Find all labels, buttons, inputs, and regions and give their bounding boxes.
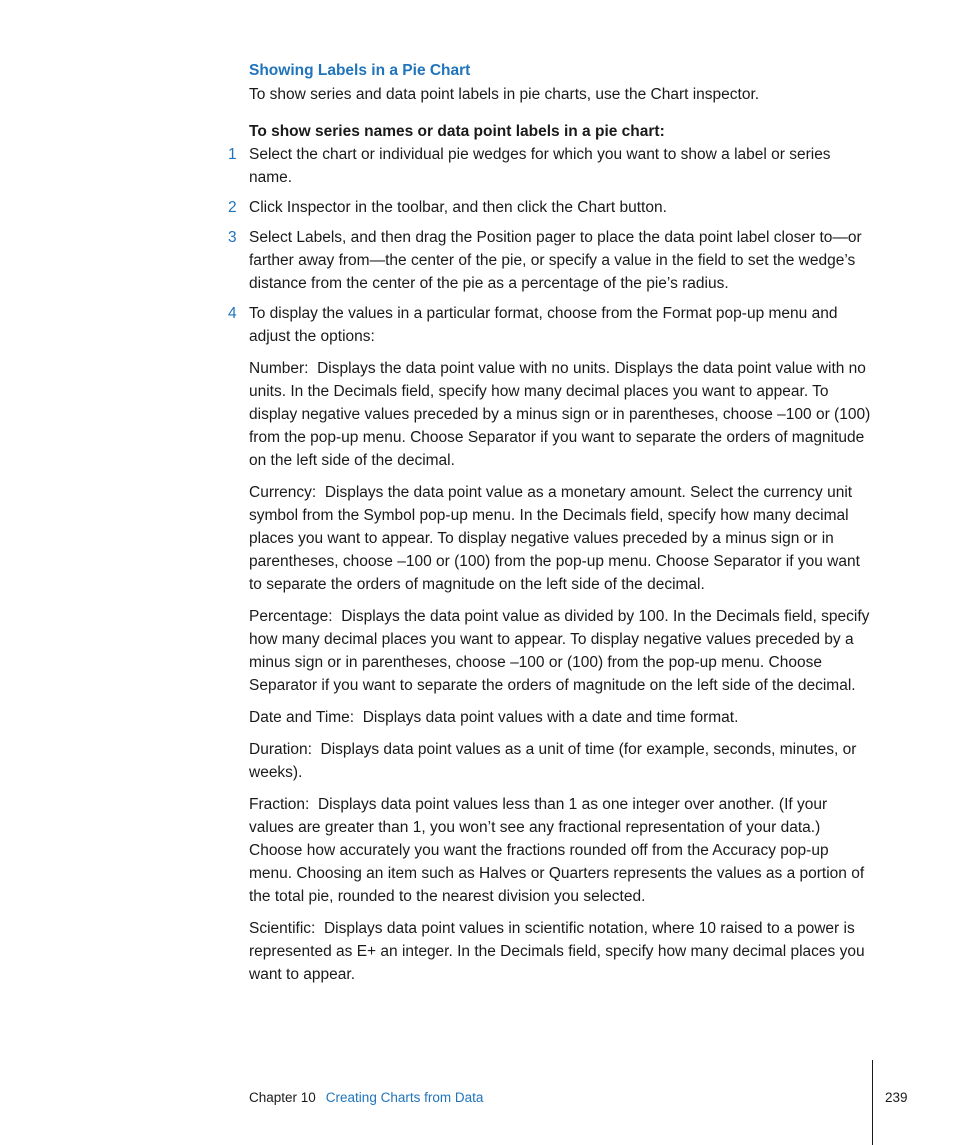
format-description: Displays the data point value as a monetary amount. Select the currency unit symbol from the Symbol pop-up menu. In the Decimals field, specify how many decimal places you want to appear. To display negative values preceded by a minus sign or in parentheses, choose –100 or (100) from the pop-up menu. Choose Separator if you want to separate the orders of magnitude on the left side of the decimal. bbox=[249, 484, 860, 593]
format-duration bbox=[249, 738, 874, 784]
footer-chapter-title-link[interactable]: Creating Charts from Data bbox=[325, 1090, 484, 1105]
step-number: 2 bbox=[228, 199, 237, 216]
format-number bbox=[249, 357, 874, 472]
format-term: Fraction: bbox=[249, 796, 310, 813]
step-number: 1 bbox=[228, 146, 237, 163]
format-percentage bbox=[249, 605, 874, 697]
step-item bbox=[228, 196, 874, 219]
step-text: Select Labels, and then drag the Position pager to place the data point label closer to—or farther away from—the center of the pie, or specify a value in the field to set the wedge’s distance from the center of the pie as a percentage of the pie’s radius. bbox=[249, 229, 862, 292]
format-description: Displays data point values with a date and time format. bbox=[362, 709, 739, 726]
format-description: Displays data point values as a unit of time (for example, seconds, minutes, or weeks). bbox=[249, 741, 857, 781]
format-term: Scientific: bbox=[249, 920, 316, 937]
format-term: Date and Time: bbox=[249, 709, 355, 726]
format-term: Percentage: bbox=[249, 608, 333, 625]
format-fraction bbox=[249, 793, 874, 908]
page-footer bbox=[249, 1089, 483, 1107]
format-scientific bbox=[249, 917, 874, 986]
task-heading: To show series names or data point labels in a pie chart: bbox=[249, 123, 665, 140]
steps-list bbox=[228, 143, 874, 348]
step-text: To display the values in a particular format, choose from the Format pop-up menu and adjust the options: bbox=[249, 305, 838, 345]
footer-divider bbox=[872, 1060, 873, 1145]
footer-chapter: Chapter 10 bbox=[249, 1090, 316, 1105]
format-date-time bbox=[249, 706, 874, 729]
step-number: 4 bbox=[228, 305, 237, 322]
step-item bbox=[228, 143, 874, 189]
format-term: Duration: bbox=[249, 741, 312, 758]
page-content bbox=[228, 60, 874, 986]
format-currency bbox=[249, 481, 874, 596]
step-number: 3 bbox=[228, 229, 237, 246]
section-title: Showing Labels in a Pie Chart bbox=[249, 62, 471, 79]
section-intro: To show series and data point labels in pie charts, use the Chart inspector. bbox=[249, 86, 760, 103]
format-term: Number: bbox=[249, 360, 309, 377]
step-text: Select the chart or individual pie wedges for which you want to show a label or series name. bbox=[249, 146, 831, 186]
page-number: 239 bbox=[885, 1090, 908, 1105]
step-item bbox=[228, 226, 874, 295]
format-description: Displays data point values in scientific notation, where 10 raised to a power is represented as E+ an integer. In the Decimals field, specify how many decimal places you want to appear. bbox=[249, 920, 865, 983]
format-description: Displays the data point value with no units. Displays the data point value with no units. In the Decimals field, specify how many decimal places you want to appear. To display negative values preceded by a minus sign or in parentheses, choose –100 or (100) from the pop-up menu. Choose Separator if you want to separate the orders of magnitude on the left side of the decimal. bbox=[249, 360, 871, 469]
format-term: Currency: bbox=[249, 484, 317, 501]
format-description: Displays the data point value as divided by 100. In the Decimals field, specify how many decimal places you want to appear. To display negative values preceded by a minus sign or in parentheses, choose –100 or (100) from the pop-up menu. Choose Separator if you want to separate the orders of magnitude on the left side of the decimal. bbox=[249, 608, 870, 694]
step-text: Click Inspector in the toolbar, and then click the Chart button. bbox=[249, 199, 667, 216]
step-item bbox=[228, 302, 874, 348]
format-description: Displays data point values less than 1 as one integer over another. (If your values are greater than 1, you won’t see any fractional representation of your data.) Choose how accurately you want the fractions rounded off from the Accuracy pop-up menu. Choosing an item such as Halves or Quarters represents the values as a portion of the total pie, rounded to the nearest division you selected. bbox=[249, 796, 865, 905]
